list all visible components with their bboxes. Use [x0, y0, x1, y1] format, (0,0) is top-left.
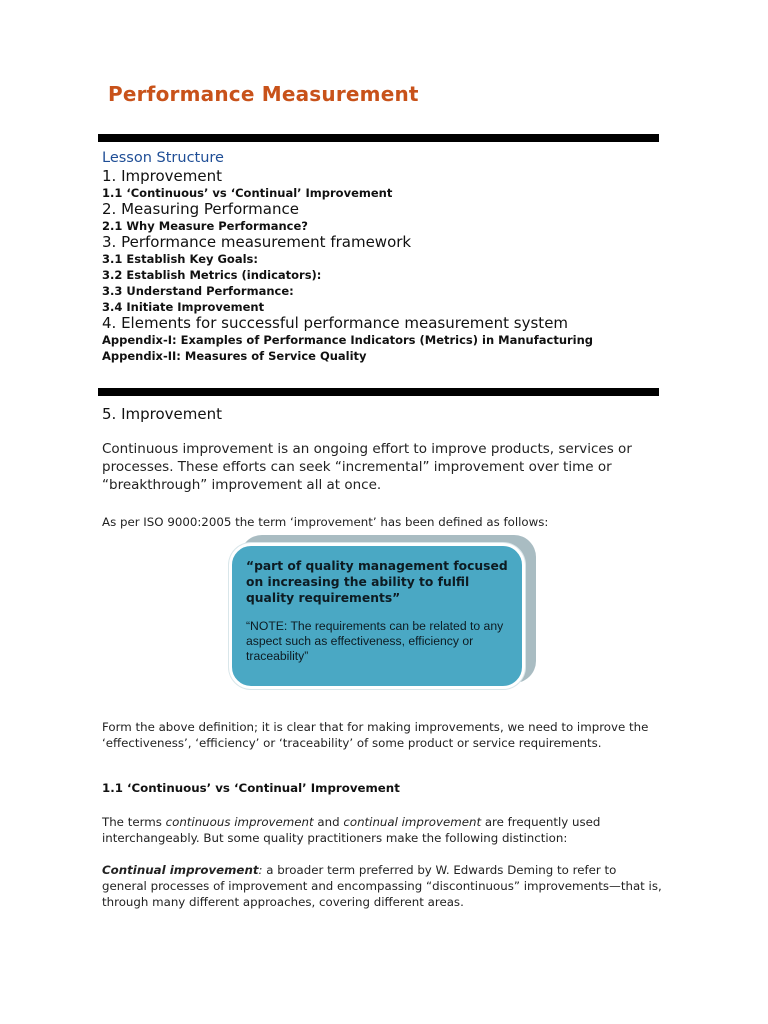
terms-text: and	[313, 815, 344, 829]
lesson-item: 2. Measuring Performance	[102, 200, 299, 218]
continual-text: a broader term preferred by W. Edwards Deming to refer to general processes of improvement and encompassing “discontinuous” improvements—that is, through many different approaches, covering different areas.	[102, 863, 662, 909]
term-continuous-improvement: continuous improvement	[165, 815, 314, 829]
continual-term: Continual improvement	[102, 863, 259, 877]
bottom-divider	[98, 388, 659, 396]
definition-callout	[229, 543, 525, 689]
lesson-structure	[102, 149, 662, 364]
callout-quote: “part of quality management focused on increasing the ability to fulfil quality requirements”	[246, 559, 508, 605]
continual-colon: :	[258, 863, 263, 877]
top-divider	[98, 134, 659, 142]
lesson-item: 3. Performance measurement framework	[102, 233, 412, 251]
terms-text: The terms	[102, 815, 166, 829]
iso-definition-line: As per ISO 9000:2005 the term ‘improvement’ has been defined as follows:	[102, 515, 549, 529]
lesson-structure-heading: Lesson Structure	[102, 150, 224, 166]
lesson-item: Appendix-I: Examples of Performance Indicators (Metrics) in Manufacturing	[102, 333, 594, 347]
lesson-item: Appendix-II: Measures of Service Quality	[102, 349, 367, 363]
callout-note: “NOTE: The requirements can be related to any aspect such as effectiveness, efficiency or traceability”	[246, 619, 504, 663]
definition-paragraph: Form the above definition; it is clear that for making improvements, we need to improve the ‘effectiveness’, ‘efficiency’ or ‘traceability’ of some product or service requirements.	[102, 720, 649, 750]
lesson-item: 1.1 ‘Continuous’ vs ‘Continual’ Improvement	[102, 186, 393, 200]
section-heading: 5. Improvement	[102, 405, 222, 423]
lesson-item: 3.4 Initiate Improvement	[102, 300, 265, 314]
terms-paragraph	[102, 814, 662, 846]
lesson-item: 2.1 Why Measure Performance?	[102, 219, 308, 233]
terms-text: are frequently used interchangeably. But some quality practitioners make the following distinction:	[102, 815, 601, 845]
lesson-item: 4. Elements for successful performance measurement system	[102, 314, 569, 332]
continual-paragraph	[102, 862, 662, 910]
intro-paragraph: Continuous improvement is an ongoing effort to improve products, services or processes. These efforts can seek “incremental” improvement over time or “breakthrough” improvement all at once.	[102, 441, 632, 493]
page-title: Performance Measurement	[108, 82, 419, 106]
lesson-item: 1. Improvement	[102, 167, 222, 185]
subsection-heading: 1.1 ‘Continuous’ vs ‘Continual’ Improvement	[102, 781, 400, 795]
lesson-item: 3.1 Establish Key Goals:	[102, 252, 258, 266]
term-continual-improvement: continual improvement	[343, 815, 482, 829]
lesson-item: 3.3 Understand Performance:	[102, 284, 294, 298]
lesson-item: 3.2 Establish Metrics (indicators):	[102, 268, 322, 282]
